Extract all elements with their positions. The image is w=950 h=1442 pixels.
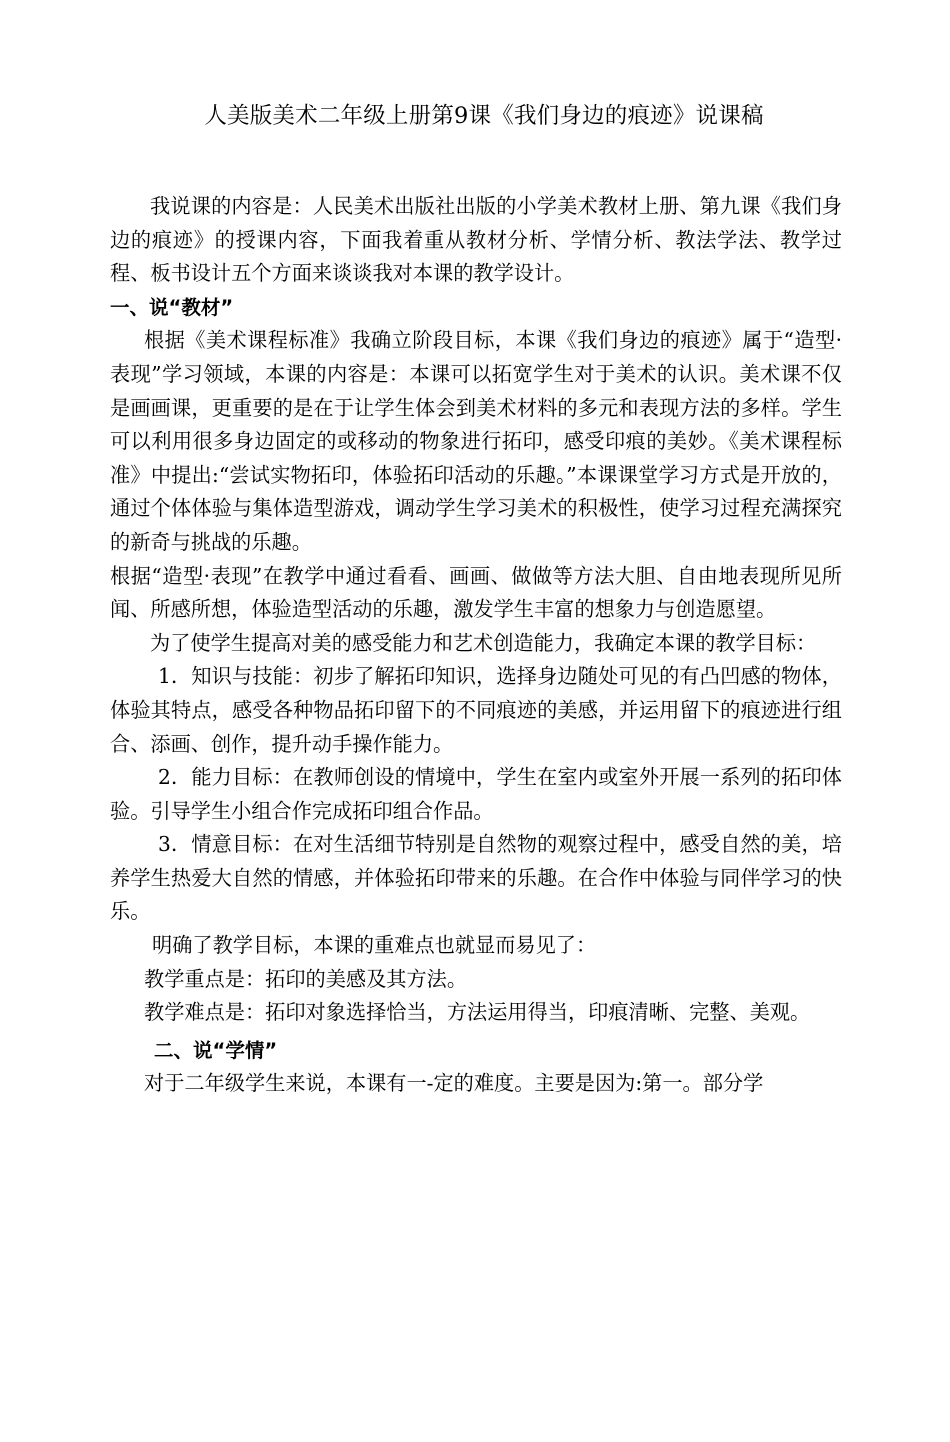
- section-heading-learners: 二、说“学情”: [154, 1038, 278, 1062]
- intro-paragraph: 我说课的内容是：人民美术出版社出版的小学美术教材上册、第九课《我们身边的痕迹》的授课内容，下面我着重从教材分析、学情分析、教法学法、教学过程、板书设计五个方面来谈谈我对本课的教学设计。: [110, 194, 842, 286]
- materials-paragraph-3: 为了使学生提高对美的感受能力和艺术创造能力，我确定本课的教学目标：: [150, 630, 817, 655]
- goal-item-2: 2．能力目标：在教师创设的情境中，学生在室内或室外开展一系列的拓印体验。引导学生小组合作完成拓印组合作品。: [110, 765, 842, 823]
- key-point-paragraph: 教学重点是：拓印的美感及其方法。: [144, 966, 468, 991]
- document-body: [110, 190, 842, 1101]
- materials-paragraph-4: 明确了教学目标，本课的重难点也就显而易见了：: [152, 933, 597, 958]
- materials-paragraph-2: 根据“造型·表现”在教学中通过看看、画画、做做等方法大胆、自由地表现所见所闻、所感所想，体验造型活动的乐趣，激发学生丰富的想象力与创造愿望。: [110, 563, 842, 622]
- difficulty-paragraph: 教学难点是：拓印对象选择恰当，方法运用得当，印痕清晰、完整、美观。: [144, 1000, 811, 1025]
- learners-paragraph-1: 对于二年级学生来说，本课有一-定的难度。主要是因为:第一。部分学: [144, 1071, 764, 1096]
- goal-item-3: 3．情意目标：在对生活细节特别是自然物的观察过程中，感受自然的美，培养学生热爱大自然的情感，并体验拓印带来的乐趣。在合作中体验与同伴学习的快乐。: [110, 832, 842, 924]
- document-page: [0, 98, 950, 1442]
- document-title: 人美版美术二年级上册第9课《我们身边的痕迹》说课稿: [204, 103, 764, 129]
- materials-paragraph-1: 根据《美术课程标准》我确立阶段目标，本课《我们身边的痕迹》属于“造型·表现”学习领域，本课的内容是：本课可以拓宽学生对于美术的认识。美术课不仅是画画课，更重要的是在于让学生体会到美术材料的多元和表现方法的多样。学生可以利用很多身边固定的或移动的物象进行拓印，感受印痕的美妙。《美术课程标准》中提出:“尝试实物拓印，体验拓印活动的乐趣。”本课课堂学习方式是开放的，通过个体体验与集体造型游戏，调动学生学习美术的积极性，使学习过程充满探究的新奇与挑战的乐趣。: [110, 328, 842, 554]
- section-heading-materials: 一、说“教材”: [110, 295, 234, 319]
- goal-item-1: 1．知识与技能：初步了解拓印知识，选择身边随处可见的有凸凹感的物体，体验其特点，感受各种物品拓印留下的不同痕迹的美感，并运用留下的痕迹进行组合、添画、创作，提升动手操作能力。: [110, 664, 842, 756]
